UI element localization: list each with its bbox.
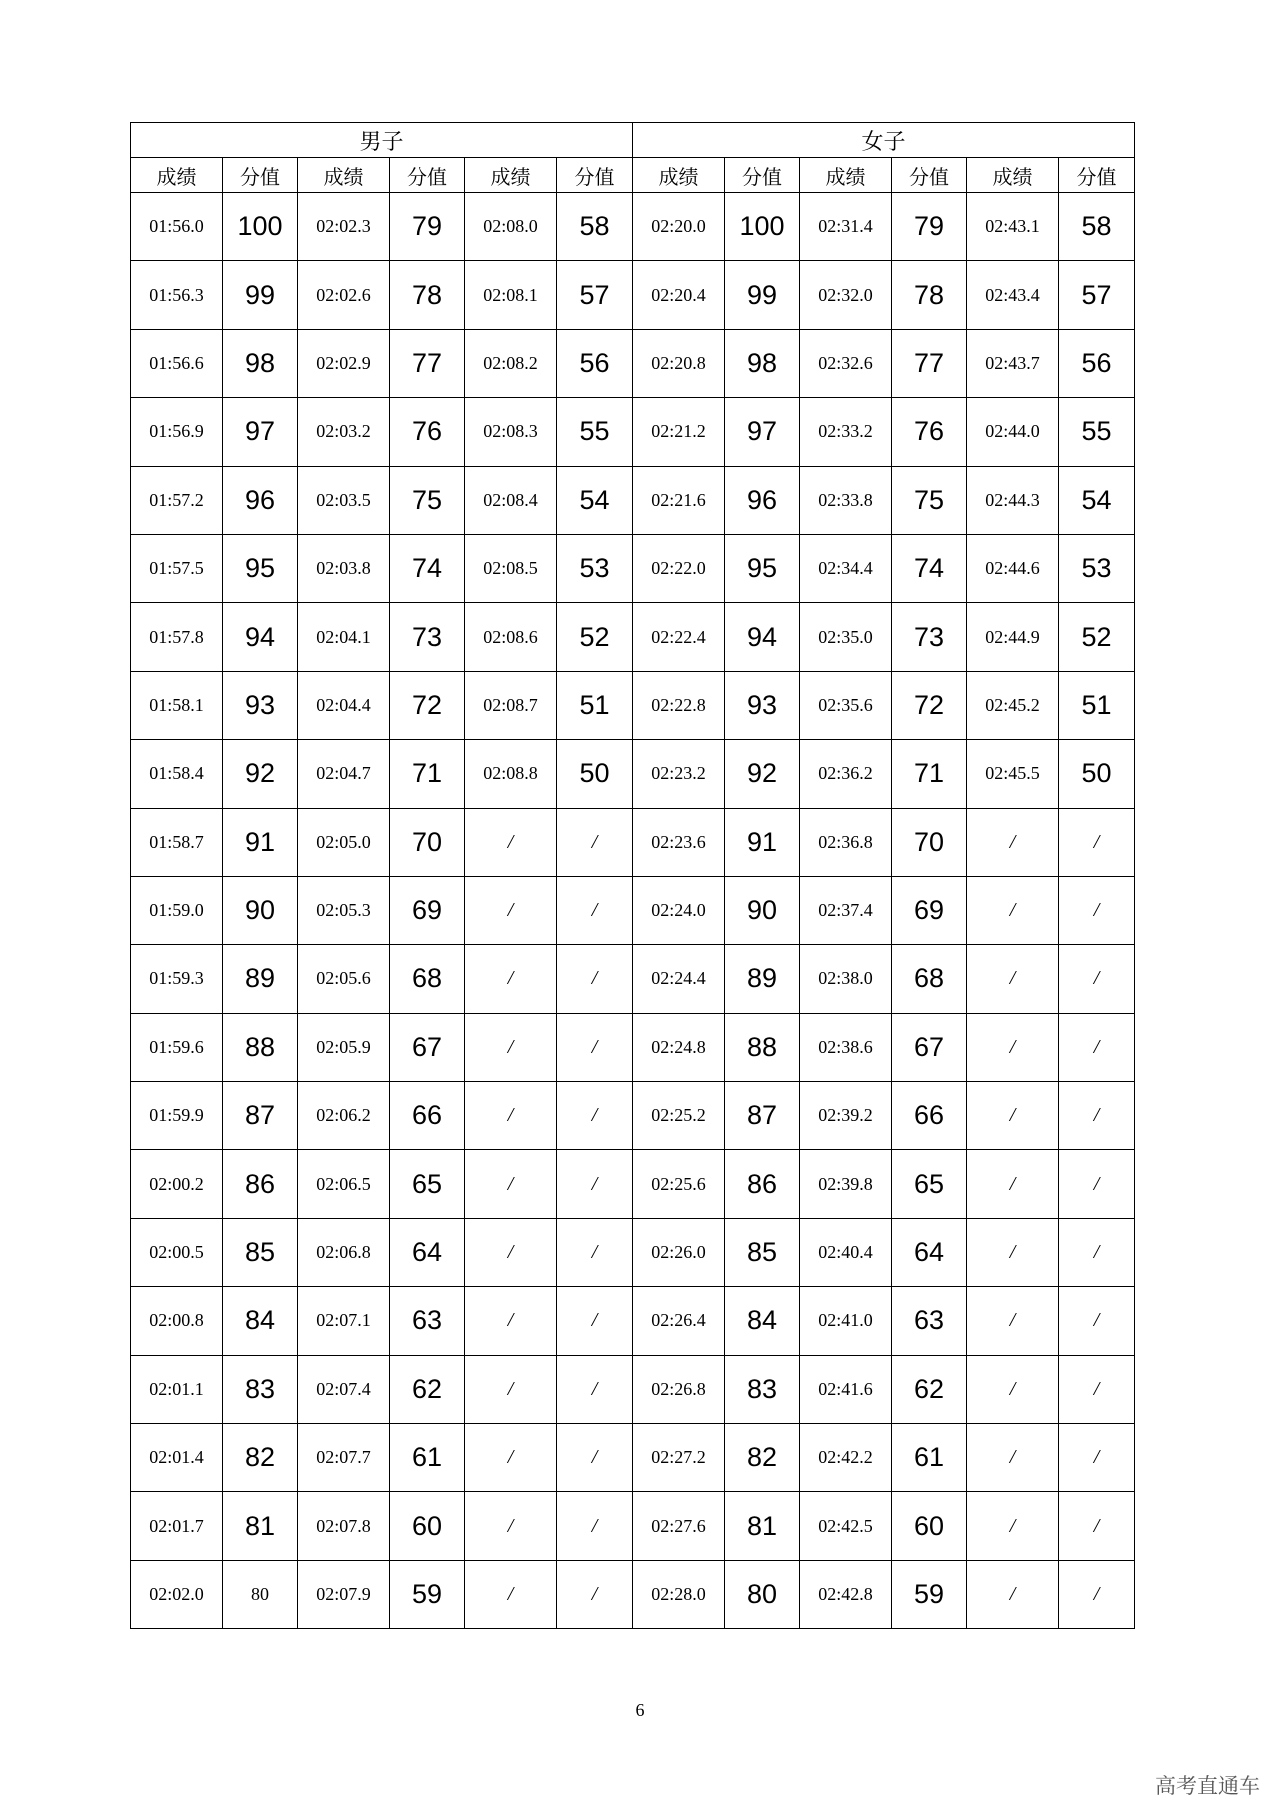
result-cell: 02:35.6 <box>800 671 892 739</box>
result-cell: 02:32.6 <box>800 329 892 397</box>
score-cell: 90 <box>223 876 298 944</box>
score-cell: 98 <box>725 329 800 397</box>
score-cell: 53 <box>557 534 633 602</box>
result-cell: 02:41.0 <box>800 1287 892 1355</box>
result-cell: 02:25.2 <box>633 1082 725 1150</box>
score-cell: 56 <box>1059 329 1135 397</box>
score-cell: 93 <box>223 671 298 739</box>
column-header-result: 成绩 <box>967 158 1059 193</box>
result-cell: 02:42.8 <box>800 1560 892 1628</box>
score-cell: 94 <box>223 603 298 671</box>
result-cell: 02:43.4 <box>967 261 1059 329</box>
result-cell: / <box>465 1287 557 1355</box>
result-cell: 01:56.9 <box>131 398 223 466</box>
score-cell: 60 <box>390 1492 465 1560</box>
score-cell: 63 <box>390 1287 465 1355</box>
score-cell: 86 <box>223 1150 298 1218</box>
result-cell: 01:59.6 <box>131 1013 223 1081</box>
score-cell: / <box>557 1082 633 1150</box>
score-cell: / <box>1059 876 1135 944</box>
score-cell: / <box>557 1560 633 1628</box>
score-cell: 88 <box>223 1013 298 1081</box>
table-row <box>131 1424 1135 1492</box>
page-number: 6 <box>635 1700 645 1720</box>
result-cell: 02:39.8 <box>800 1150 892 1218</box>
result-cell: / <box>465 1492 557 1560</box>
result-cell: 01:56.3 <box>131 261 223 329</box>
result-cell: 02:45.5 <box>967 740 1059 808</box>
result-cell: 02:43.7 <box>967 329 1059 397</box>
score-cell: 74 <box>892 534 967 602</box>
score-cell: 90 <box>725 876 800 944</box>
score-cell: 77 <box>892 329 967 397</box>
result-cell: 02:02.0 <box>131 1560 223 1628</box>
result-cell: 02:04.7 <box>298 740 390 808</box>
score-cell: 58 <box>1059 193 1135 261</box>
score-cell: 65 <box>390 1150 465 1218</box>
result-cell: 02:35.0 <box>800 603 892 671</box>
result-cell: 02:00.5 <box>131 1218 223 1286</box>
score-cell: 68 <box>390 945 465 1013</box>
score-cell: / <box>557 1150 633 1218</box>
result-cell: 02:03.8 <box>298 534 390 602</box>
result-cell: 01:57.8 <box>131 603 223 671</box>
table-row <box>131 193 1135 261</box>
result-cell: / <box>465 945 557 1013</box>
watermark-text: 高考直通车 <box>1155 1774 1260 1798</box>
score-cell: 70 <box>892 808 967 876</box>
score-cell: 67 <box>892 1013 967 1081</box>
score-cell: 65 <box>892 1150 967 1218</box>
result-cell: / <box>967 1150 1059 1218</box>
score-cell: 85 <box>725 1218 800 1286</box>
score-cell: 57 <box>557 261 633 329</box>
score-cell: 99 <box>223 261 298 329</box>
result-cell: 02:45.2 <box>967 671 1059 739</box>
result-cell: / <box>967 945 1059 1013</box>
table-row <box>131 876 1135 944</box>
score-cell: 96 <box>725 466 800 534</box>
score-cell: 87 <box>725 1082 800 1150</box>
result-cell: 02:42.5 <box>800 1492 892 1560</box>
score-cell: 66 <box>892 1082 967 1150</box>
result-cell: 02:03.5 <box>298 466 390 534</box>
score-cell: 59 <box>390 1560 465 1628</box>
result-cell: 02:33.8 <box>800 466 892 534</box>
result-cell: 02:43.1 <box>967 193 1059 261</box>
result-cell: 02:36.2 <box>800 740 892 808</box>
score-cell: 68 <box>892 945 967 1013</box>
score-cell: / <box>1059 1424 1135 1492</box>
result-cell: / <box>465 1150 557 1218</box>
result-cell: 02:21.6 <box>633 466 725 534</box>
score-cell: / <box>1059 1150 1135 1218</box>
result-cell: 01:57.2 <box>131 466 223 534</box>
table-row <box>131 534 1135 602</box>
score-cell: 74 <box>390 534 465 602</box>
score-cell: 100 <box>223 193 298 261</box>
result-cell: 02:04.1 <box>298 603 390 671</box>
score-cell: 83 <box>725 1355 800 1423</box>
result-cell: 02:36.8 <box>800 808 892 876</box>
score-cell: 85 <box>223 1218 298 1286</box>
table-row <box>131 740 1135 808</box>
result-cell: 02:07.4 <box>298 1355 390 1423</box>
column-header-score: 分值 <box>390 158 465 193</box>
result-cell: 02:00.8 <box>131 1287 223 1355</box>
score-cell: 64 <box>892 1218 967 1286</box>
result-cell: 02:38.0 <box>800 945 892 1013</box>
score-cell: 82 <box>223 1424 298 1492</box>
score-cell: 88 <box>725 1013 800 1081</box>
result-cell: 02:38.6 <box>800 1013 892 1081</box>
table-row <box>131 1013 1135 1081</box>
result-cell: / <box>465 1424 557 1492</box>
score-cell: 80 <box>223 1560 298 1628</box>
score-table-body <box>131 193 1135 1629</box>
score-cell: 73 <box>892 603 967 671</box>
table-row <box>131 603 1135 671</box>
result-cell: 02:41.6 <box>800 1355 892 1423</box>
result-cell: 01:57.5 <box>131 534 223 602</box>
result-cell: / <box>967 876 1059 944</box>
result-cell: 02:27.6 <box>633 1492 725 1560</box>
result-cell: 02:20.8 <box>633 329 725 397</box>
result-cell: / <box>465 1560 557 1628</box>
score-cell: 66 <box>390 1082 465 1150</box>
result-cell: 02:08.0 <box>465 193 557 261</box>
table-row <box>131 808 1135 876</box>
result-cell: / <box>465 876 557 944</box>
score-cell: 93 <box>725 671 800 739</box>
score-cell: 95 <box>725 534 800 602</box>
result-cell: 02:23.6 <box>633 808 725 876</box>
result-cell: 02:39.2 <box>800 1082 892 1150</box>
result-cell: 02:22.8 <box>633 671 725 739</box>
score-cell: 54 <box>1059 466 1135 534</box>
score-cell: 57 <box>1059 261 1135 329</box>
score-cell: 81 <box>223 1492 298 1560</box>
score-cell: / <box>557 808 633 876</box>
score-cell: 91 <box>725 808 800 876</box>
score-cell: / <box>557 945 633 1013</box>
score-cell: / <box>557 1424 633 1492</box>
result-cell: 02:21.2 <box>633 398 725 466</box>
score-cell: 79 <box>390 193 465 261</box>
group-header-male: 男子 <box>131 123 633 158</box>
score-cell: 78 <box>892 261 967 329</box>
column-header-result: 成绩 <box>131 158 223 193</box>
result-cell: 02:08.2 <box>465 329 557 397</box>
table-row <box>131 466 1135 534</box>
result-cell: 02:24.0 <box>633 876 725 944</box>
result-cell: 02:05.6 <box>298 945 390 1013</box>
result-cell: 02:28.0 <box>633 1560 725 1628</box>
result-cell: 02:25.6 <box>633 1150 725 1218</box>
score-cell: 75 <box>892 466 967 534</box>
result-cell: 02:22.0 <box>633 534 725 602</box>
result-cell: / <box>967 1082 1059 1150</box>
score-cell: 98 <box>223 329 298 397</box>
score-cell: 76 <box>892 398 967 466</box>
score-cell: 67 <box>390 1013 465 1081</box>
score-cell: 61 <box>892 1424 967 1492</box>
score-cell: 89 <box>223 945 298 1013</box>
column-header-row <box>131 158 1135 193</box>
result-cell: 01:58.1 <box>131 671 223 739</box>
result-cell: / <box>967 1218 1059 1286</box>
result-cell: 02:27.2 <box>633 1424 725 1492</box>
table-row <box>131 329 1135 397</box>
result-cell: 01:56.0 <box>131 193 223 261</box>
result-cell: / <box>465 1013 557 1081</box>
result-cell: / <box>465 808 557 876</box>
result-cell: 02:07.9 <box>298 1560 390 1628</box>
result-cell: 02:08.1 <box>465 261 557 329</box>
table-row <box>131 1287 1135 1355</box>
score-cell: / <box>1059 1013 1135 1081</box>
score-cell: 55 <box>557 398 633 466</box>
result-cell: 02:05.0 <box>298 808 390 876</box>
table-row <box>131 1560 1135 1628</box>
result-cell: / <box>465 1218 557 1286</box>
result-cell: 02:06.8 <box>298 1218 390 1286</box>
score-cell: 78 <box>390 261 465 329</box>
result-cell: 02:42.2 <box>800 1424 892 1492</box>
score-cell: / <box>557 1355 633 1423</box>
result-cell: 02:26.4 <box>633 1287 725 1355</box>
result-cell: 01:58.7 <box>131 808 223 876</box>
score-cell: 75 <box>390 466 465 534</box>
score-cell: 60 <box>892 1492 967 1560</box>
group-header-row <box>131 123 1135 158</box>
score-cell: 58 <box>557 193 633 261</box>
score-cell: 64 <box>390 1218 465 1286</box>
score-cell: 50 <box>557 740 633 808</box>
result-cell: 02:24.4 <box>633 945 725 1013</box>
result-cell: 02:34.4 <box>800 534 892 602</box>
column-header-result: 成绩 <box>298 158 390 193</box>
group-header-female: 女子 <box>633 123 1135 158</box>
score-cell: / <box>557 1287 633 1355</box>
score-cell: 80 <box>725 1560 800 1628</box>
score-cell: 99 <box>725 261 800 329</box>
result-cell: 02:26.0 <box>633 1218 725 1286</box>
table-row <box>131 945 1135 1013</box>
result-cell: / <box>967 1287 1059 1355</box>
score-cell: / <box>1059 945 1135 1013</box>
result-cell: 02:08.5 <box>465 534 557 602</box>
score-cell: 73 <box>390 603 465 671</box>
score-cell: 82 <box>725 1424 800 1492</box>
score-cell: 69 <box>892 876 967 944</box>
score-cell: 100 <box>725 193 800 261</box>
table-row <box>131 1492 1135 1560</box>
score-cell: 50 <box>1059 740 1135 808</box>
result-cell: 02:44.6 <box>967 534 1059 602</box>
score-cell: 92 <box>223 740 298 808</box>
result-cell: 02:04.4 <box>298 671 390 739</box>
result-cell: 02:40.4 <box>800 1218 892 1286</box>
column-header-score: 分值 <box>725 158 800 193</box>
score-cell: 92 <box>725 740 800 808</box>
result-cell: 02:08.4 <box>465 466 557 534</box>
table-row <box>131 261 1135 329</box>
result-cell: 02:31.4 <box>800 193 892 261</box>
column-header-result: 成绩 <box>633 158 725 193</box>
score-cell: / <box>557 876 633 944</box>
result-cell: 02:44.0 <box>967 398 1059 466</box>
score-cell: 89 <box>725 945 800 1013</box>
result-cell: 02:26.8 <box>633 1355 725 1423</box>
score-cell: / <box>557 1013 633 1081</box>
score-cell: 86 <box>725 1150 800 1218</box>
score-cell: 61 <box>390 1424 465 1492</box>
result-cell: / <box>967 1492 1059 1560</box>
score-cell: / <box>1059 1492 1135 1560</box>
result-cell: / <box>465 1082 557 1150</box>
score-cell: 72 <box>892 671 967 739</box>
score-cell: 94 <box>725 603 800 671</box>
result-cell: 01:56.6 <box>131 329 223 397</box>
result-cell: 02:07.7 <box>298 1424 390 1492</box>
result-cell: 02:01.7 <box>131 1492 223 1560</box>
score-cell: 83 <box>223 1355 298 1423</box>
score-cell: 96 <box>223 466 298 534</box>
score-cell: 84 <box>223 1287 298 1355</box>
table-row <box>131 1355 1135 1423</box>
score-cell: 59 <box>892 1560 967 1628</box>
table-row <box>131 1150 1135 1218</box>
score-cell: 97 <box>223 398 298 466</box>
score-cell: 77 <box>390 329 465 397</box>
result-cell: 02:23.2 <box>633 740 725 808</box>
result-cell: 02:02.6 <box>298 261 390 329</box>
result-cell: / <box>465 1355 557 1423</box>
score-cell: 91 <box>223 808 298 876</box>
score-cell: / <box>1059 1287 1135 1355</box>
table-row <box>131 671 1135 739</box>
score-cell: 52 <box>1059 603 1135 671</box>
result-cell: 02:08.3 <box>465 398 557 466</box>
score-cell: 55 <box>1059 398 1135 466</box>
result-cell: 02:01.1 <box>131 1355 223 1423</box>
score-cell: 71 <box>390 740 465 808</box>
score-cell: 52 <box>557 603 633 671</box>
score-cell: 51 <box>1059 671 1135 739</box>
score-cell: / <box>1059 808 1135 876</box>
score-cell: / <box>1059 1082 1135 1150</box>
result-cell: 02:05.9 <box>298 1013 390 1081</box>
result-cell: / <box>967 808 1059 876</box>
result-cell: 02:07.1 <box>298 1287 390 1355</box>
result-cell: 02:32.0 <box>800 261 892 329</box>
result-cell: 02:20.0 <box>633 193 725 261</box>
score-cell: 79 <box>892 193 967 261</box>
table-row <box>131 1082 1135 1150</box>
result-cell: 02:02.3 <box>298 193 390 261</box>
score-cell: 54 <box>557 466 633 534</box>
score-cell: 62 <box>390 1355 465 1423</box>
score-cell: 63 <box>892 1287 967 1355</box>
score-cell: / <box>1059 1355 1135 1423</box>
column-header-score: 分值 <box>223 158 298 193</box>
result-cell: 02:03.2 <box>298 398 390 466</box>
score-cell: 71 <box>892 740 967 808</box>
result-cell: 02:08.8 <box>465 740 557 808</box>
result-cell: 02:05.3 <box>298 876 390 944</box>
score-cell: 76 <box>390 398 465 466</box>
result-cell: 02:22.4 <box>633 603 725 671</box>
result-cell: 02:44.3 <box>967 466 1059 534</box>
score-cell: 56 <box>557 329 633 397</box>
score-cell: / <box>557 1492 633 1560</box>
result-cell: 01:59.9 <box>131 1082 223 1150</box>
score-cell: 69 <box>390 876 465 944</box>
result-cell: / <box>967 1013 1059 1081</box>
score-cell: / <box>1059 1560 1135 1628</box>
score-cell: 97 <box>725 398 800 466</box>
score-cell: 95 <box>223 534 298 602</box>
result-cell: 02:07.8 <box>298 1492 390 1560</box>
result-cell: 02:00.2 <box>131 1150 223 1218</box>
result-cell: / <box>967 1424 1059 1492</box>
column-header-score: 分值 <box>557 158 633 193</box>
table-row <box>131 398 1135 466</box>
result-cell: 02:20.4 <box>633 261 725 329</box>
result-cell: 02:08.6 <box>465 603 557 671</box>
result-cell: 02:08.7 <box>465 671 557 739</box>
score-cell: 51 <box>557 671 633 739</box>
score-cell: 84 <box>725 1287 800 1355</box>
result-cell: / <box>967 1355 1059 1423</box>
column-header-score: 分值 <box>1059 158 1135 193</box>
result-cell: 02:37.4 <box>800 876 892 944</box>
score-table <box>130 122 1135 1629</box>
result-cell: 01:58.4 <box>131 740 223 808</box>
result-cell: 01:59.3 <box>131 945 223 1013</box>
result-cell: 02:24.8 <box>633 1013 725 1081</box>
result-cell: 01:59.0 <box>131 876 223 944</box>
result-cell: 02:33.2 <box>800 398 892 466</box>
result-cell: / <box>967 1560 1059 1628</box>
score-cell: 87 <box>223 1082 298 1150</box>
result-cell: 02:06.2 <box>298 1082 390 1150</box>
result-cell: 02:06.5 <box>298 1150 390 1218</box>
score-cell: / <box>557 1218 633 1286</box>
result-cell: 02:02.9 <box>298 329 390 397</box>
column-header-result: 成绩 <box>800 158 892 193</box>
table-row <box>131 1218 1135 1286</box>
column-header-result: 成绩 <box>465 158 557 193</box>
score-cell: 62 <box>892 1355 967 1423</box>
result-cell: 02:01.4 <box>131 1424 223 1492</box>
column-header-score: 分值 <box>892 158 967 193</box>
result-cell: 02:44.9 <box>967 603 1059 671</box>
score-cell: 53 <box>1059 534 1135 602</box>
score-cell: / <box>1059 1218 1135 1286</box>
score-cell: 81 <box>725 1492 800 1560</box>
score-cell: 72 <box>390 671 465 739</box>
score-cell: 70 <box>390 808 465 876</box>
